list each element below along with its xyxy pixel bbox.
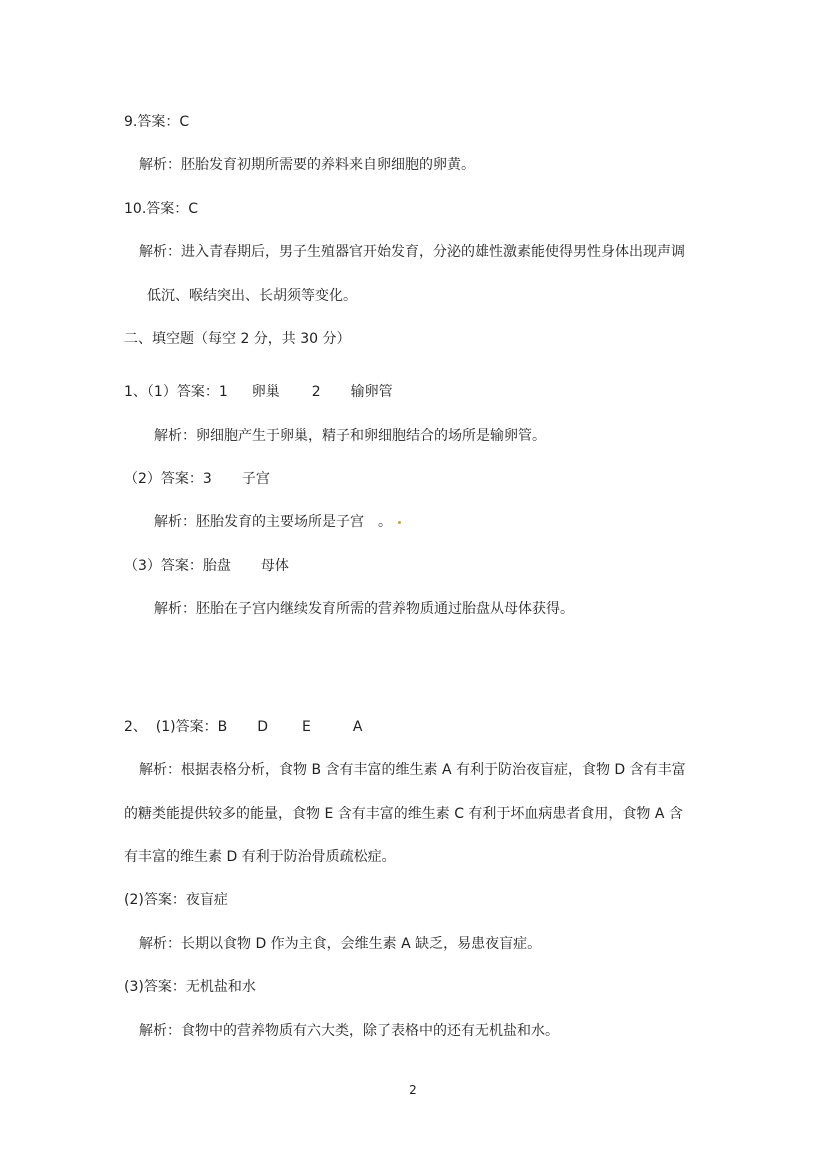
fill-q1-part3-analysis: 解析：胚胎在子宫内继续发育所需的营养物质通过胎盘从母体获得。 xyxy=(154,601,574,617)
q9-answer: 9.答案：C xyxy=(124,114,190,130)
fill-q1-term-uterus: 子宫 xyxy=(241,471,270,487)
fill-q2-part3-answer: (3)答案：无机盐和水 xyxy=(124,979,256,995)
fill-q1-term-ovary: 卵巢 xyxy=(251,384,280,400)
fill-q2-part1-analysis-line2: 的糖类能提供较多的能量，食物 E 含有丰富的维生素 C 有利于坏血病患者食用，食物 A 含 xyxy=(124,806,683,822)
fill-q1-part1-prefix: 1、（1）答案：1 xyxy=(124,384,228,400)
fill-q2-part2-analysis: 解析：长期以食物 D 作为主食，会维生素 A 缺乏，易患夜盲症。 xyxy=(139,936,542,952)
fill-q2-part1-prefix: 2、 (1)答案：B xyxy=(124,719,228,735)
fill-q2-part2-answer: (2)答案：夜盲症 xyxy=(124,892,228,908)
fill-q1-part3-prefix: （3）答案：胎盘 xyxy=(124,558,231,574)
fill-q1-part2-analysis xyxy=(154,512,401,532)
fill-q1-part2-analysis-text: 解析：胚胎发育的主要场所是子宫 。 xyxy=(154,514,392,530)
fill-q1-term-oviduct: 输卵管 xyxy=(350,384,393,400)
q10-analysis-line2: 低沉、喉结突出、长胡须等变化。 xyxy=(147,288,357,304)
fill-q2-answer-d: D xyxy=(257,719,269,735)
fill-q1-num-2: 2 xyxy=(311,384,321,400)
stray-dot-mark xyxy=(398,521,401,524)
fill-q1-part3-answer xyxy=(124,556,289,576)
fill-q2-answer-a: A xyxy=(352,719,363,735)
fill-q1-term-mother: 母体 xyxy=(260,558,289,574)
page-number: 2 xyxy=(409,1083,417,1097)
fill-q1-part2-answer xyxy=(124,469,270,489)
fill-q2-part1-answer xyxy=(124,717,362,737)
fill-q1-part2-prefix: （2）答案：3 xyxy=(124,471,212,487)
fill-q1-part1-analysis: 解析：卵细胞产生于卵巢，精子和卵细胞结合的场所是输卵管。 xyxy=(154,428,546,444)
section-heading: 二、填空题（每空 2 分，共 30 分） xyxy=(124,331,351,347)
q9-analysis: 解析：胚胎发育初期所需要的养料来自卵细胞的卵黄。 xyxy=(139,157,475,173)
fill-q2-answer-e: E xyxy=(302,719,311,735)
fill-q2-part1-analysis-line1: 解析：根据表格分析，食物 B 含有丰富的维生素 A 有利于防治夜盲症，食物 D 含有丰富 xyxy=(139,762,686,778)
q10-answer: 10.答案：C xyxy=(124,201,199,217)
fill-q1-part1-answer xyxy=(124,382,393,402)
q10-analysis-line1: 解析：进入青春期后，男子生殖器官开始发育，分泌的雄性激素能使得男性身体出现声调 xyxy=(139,244,685,260)
fill-q2-part3-analysis: 解析：食物中的营养物质有六大类，除了表格中的还有无机盐和水。 xyxy=(139,1023,559,1039)
fill-q2-part1-analysis-line3: 有丰富的维生素 D 有利于防治骨质疏松症。 xyxy=(124,849,396,865)
